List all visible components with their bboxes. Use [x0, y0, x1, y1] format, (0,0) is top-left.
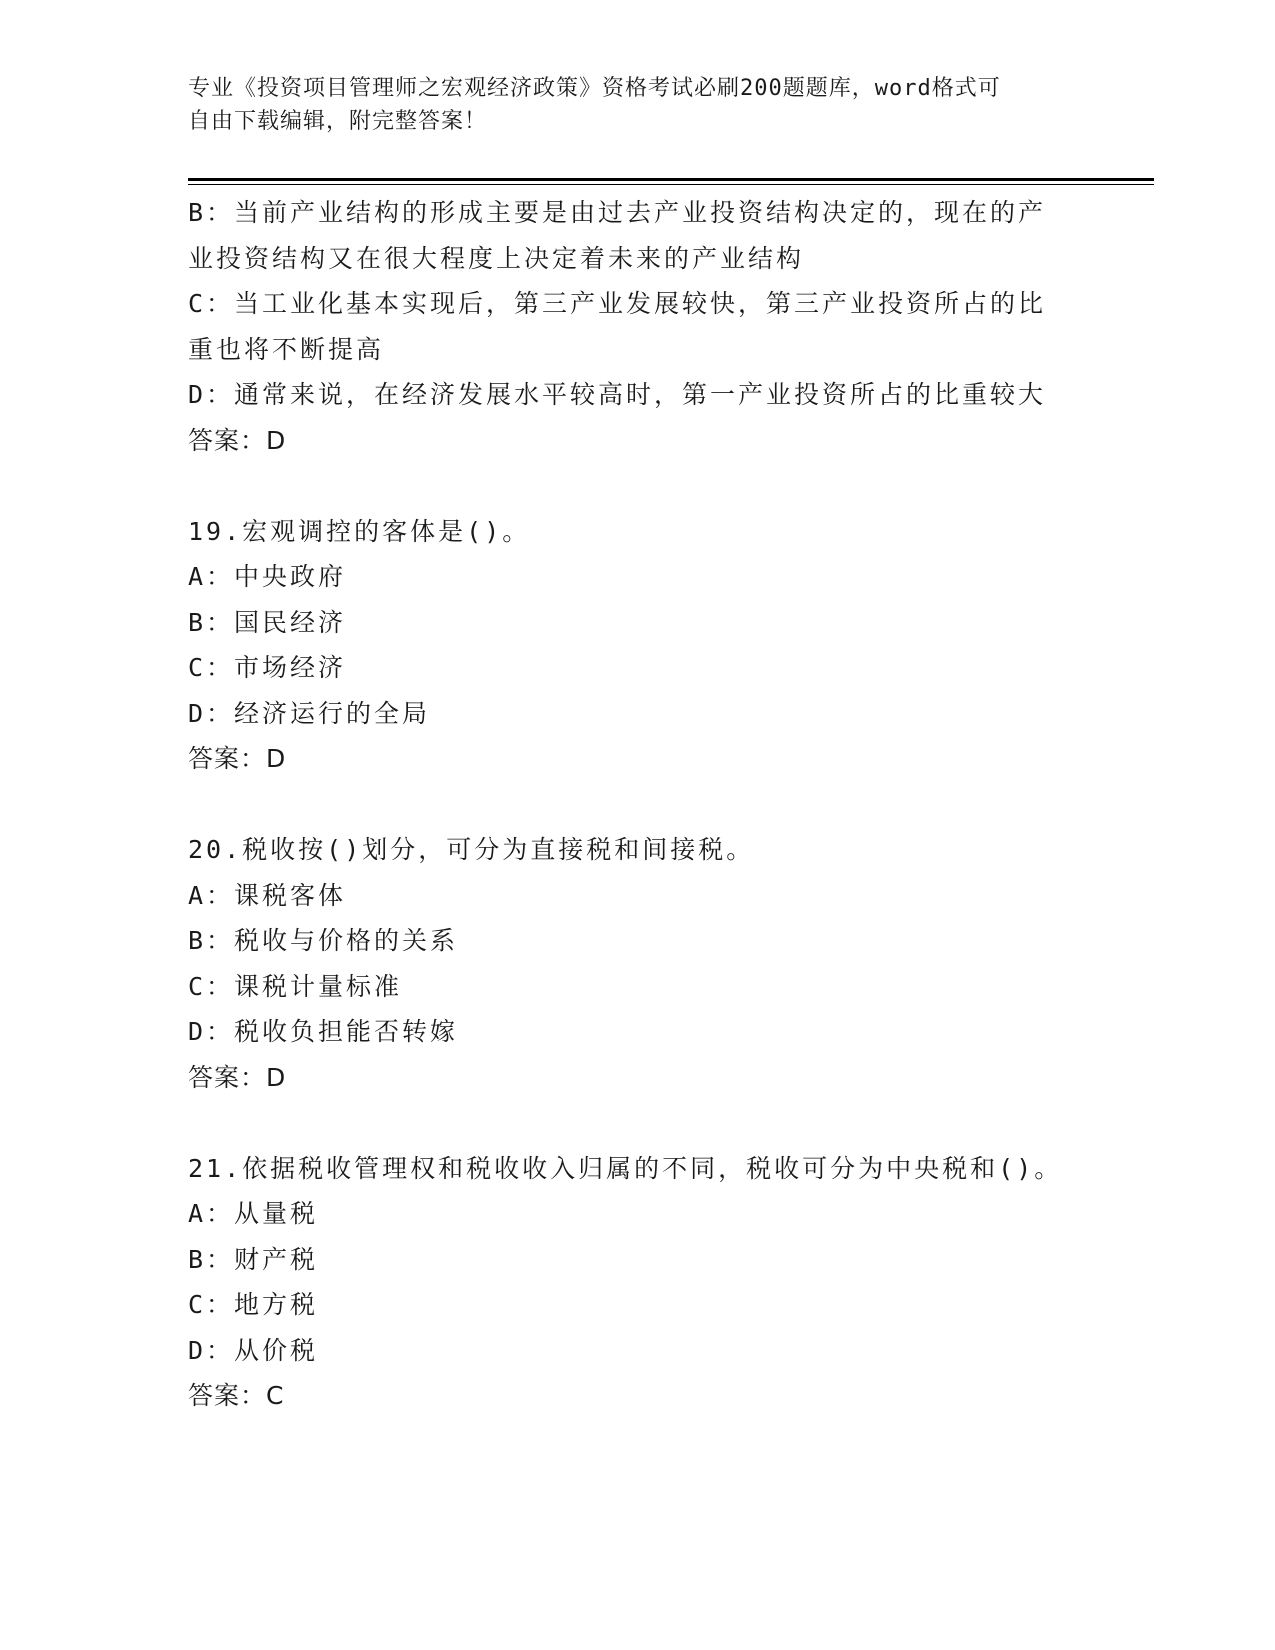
document-header	[188, 72, 1068, 138]
header-divider-thick	[188, 178, 1154, 181]
option-a: A：中央政府	[188, 562, 347, 591]
question-18-continued	[188, 190, 1088, 463]
question-stem: 21.依据税收管理权和税收收入归属的不同，税收可分为中央税和()。	[188, 1153, 1063, 1183]
question-list	[188, 190, 1088, 1419]
option-a: A：课税客体	[188, 880, 347, 910]
spacer	[188, 463, 1088, 509]
spacer	[188, 1100, 1088, 1146]
question-20	[188, 827, 1088, 1100]
option-d: D：从价税	[188, 1335, 319, 1365]
option-c: C：地方税	[188, 1290, 319, 1319]
question-stem: 20.税收按()划分，可分为直接税和间接税。	[188, 835, 755, 864]
question-21	[188, 1146, 1088, 1419]
option-c-line-2: 重也将不断提高	[188, 334, 385, 364]
option-b-line-1: B：当前产业结构的形成主要是由过去产业投资结构决定的，现在的产	[188, 198, 1047, 227]
answer: 答案：D	[188, 744, 287, 773]
option-a: A：从量税	[188, 1199, 319, 1228]
option-d: D：经济运行的全局	[188, 698, 431, 728]
header-title-line-1: 专业《投资项目管理师之宏观经济政策》资格考试必刷200题题库，word格式可	[188, 76, 1001, 101]
answer: 答案：D	[188, 425, 287, 455]
header-divider-thin	[188, 184, 1154, 185]
option-c-line-1: C：当工业化基本实现后，第三产业发展较快，第三产业投资所占的比	[188, 289, 1047, 318]
answer: 答案：C	[188, 1381, 285, 1410]
spacer	[188, 782, 1088, 828]
option-d: D：通常来说，在经济发展水平较高时，第一产业投资所占的比重较大	[188, 380, 1047, 409]
question-19	[188, 509, 1088, 782]
option-b: B：财产税	[188, 1244, 319, 1274]
question-stem: 19.宏观调控的客体是()。	[188, 516, 531, 546]
option-c: C：市场经济	[188, 653, 347, 682]
option-d: D：税收负担能否转嫁	[188, 1017, 459, 1046]
answer: 答案：D	[188, 1062, 287, 1092]
option-b: B：税收与价格的关系	[188, 926, 459, 955]
option-c: C：课税计量标准	[188, 971, 403, 1001]
option-b: B：国民经济	[188, 607, 347, 637]
option-b-line-2: 业投资结构又在很大程度上决定着未来的产业结构	[188, 243, 805, 273]
header-title-line-2: 自由下载编辑，附完整答案！	[188, 109, 488, 134]
